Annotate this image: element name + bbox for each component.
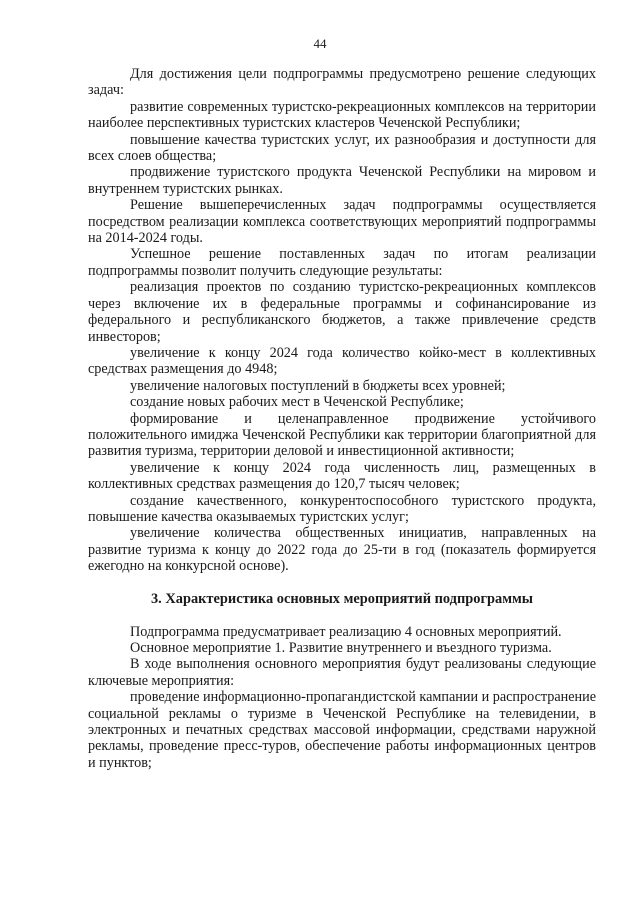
section-heading: 3. Характеристика основных мероприятий подпрограммы: [150, 590, 534, 607]
paragraph: увеличение налоговых поступлений в бюджеты всех уровней;: [130, 377, 506, 394]
paragraph: Успешное решение поставленных задач по итогам реализации подпрограммы позволит получить следующие результаты:: [88, 246, 596, 279]
paragraph: формирование и целенаправленное продвижение устойчивого положительного имиджа Чеченской Республики как территории благоприятной для развития туризма, территории деловой и инвестиционной активности;: [88, 410, 596, 460]
paragraph: увеличение количества общественных инициатив, направленных на развитие туризма к концу до 2022 года до 25-ти в год (показатель формируется ежегодно на конкурсной основе).: [88, 525, 596, 575]
paragraph: Решение вышеперечисленных задач подпрограммы осуществляется посредством реализации комплекса соответствующих мероприятий подпрограммы на 2014-2024 годы.: [88, 197, 596, 247]
paragraph: развитие современных туристско-рекреационных комплексов на территории наиболее перспективных туристских кластеров Чеченской Республики;: [88, 98, 596, 132]
paragraph: Подпрограмма предусматривает реализацию 4 основных мероприятий.: [130, 623, 562, 640]
paragraph: создание качественного, конкурентоспособного туристского продукта, повышение качества оказываемых туристских услуг;: [88, 492, 596, 525]
paragraph: Для достижения цели подпрограммы предусмотрено решение следующих задач:: [88, 66, 596, 99]
paragraph: продвижение туристского продукта Чеченской Республики на мировом и внутреннем туристских рынках.: [88, 164, 596, 197]
document-body: [88, 66, 596, 771]
paragraph: увеличение к концу 2024 года количество койко-мест в коллективных средствах размещения до 4948;: [88, 344, 596, 378]
paragraph: повышение качества туристских услуг, их разнообразия и доступности для всех слоев общества;: [88, 131, 596, 165]
paragraph: В ходе выполнения основного мероприятия будут реализованы следующие ключевые мероприятия:: [88, 656, 596, 689]
paragraph: проведение информационно-пропагандистской кампании и распространение социальной рекламы о туризме в Чеченской Республике на телевидении, в электронных и печатных средствах массовой информации, средствами наружной рекламы, проведение пресс-туров, обеспечение работы информационных центров и пунктов;: [88, 689, 596, 771]
paragraph: реализация проектов по созданию туристско-рекреационных комплексов через включение их в федеральные программы и софинансирование из федерального и республиканского бюджетов, а также привлечение средств инвесторов;: [88, 279, 596, 345]
paragraph: Основное мероприятие 1. Развитие внутреннего и въездного туризма.: [130, 640, 552, 656]
paragraph: увеличение к концу 2024 года численность лиц, размещенных в коллективных средствах размещения до 120,7 тысяч человек;: [88, 459, 596, 493]
page-number: 44: [313, 36, 327, 51]
paragraph: создание новых рабочих мест в Чеченской Республике;: [130, 394, 464, 411]
